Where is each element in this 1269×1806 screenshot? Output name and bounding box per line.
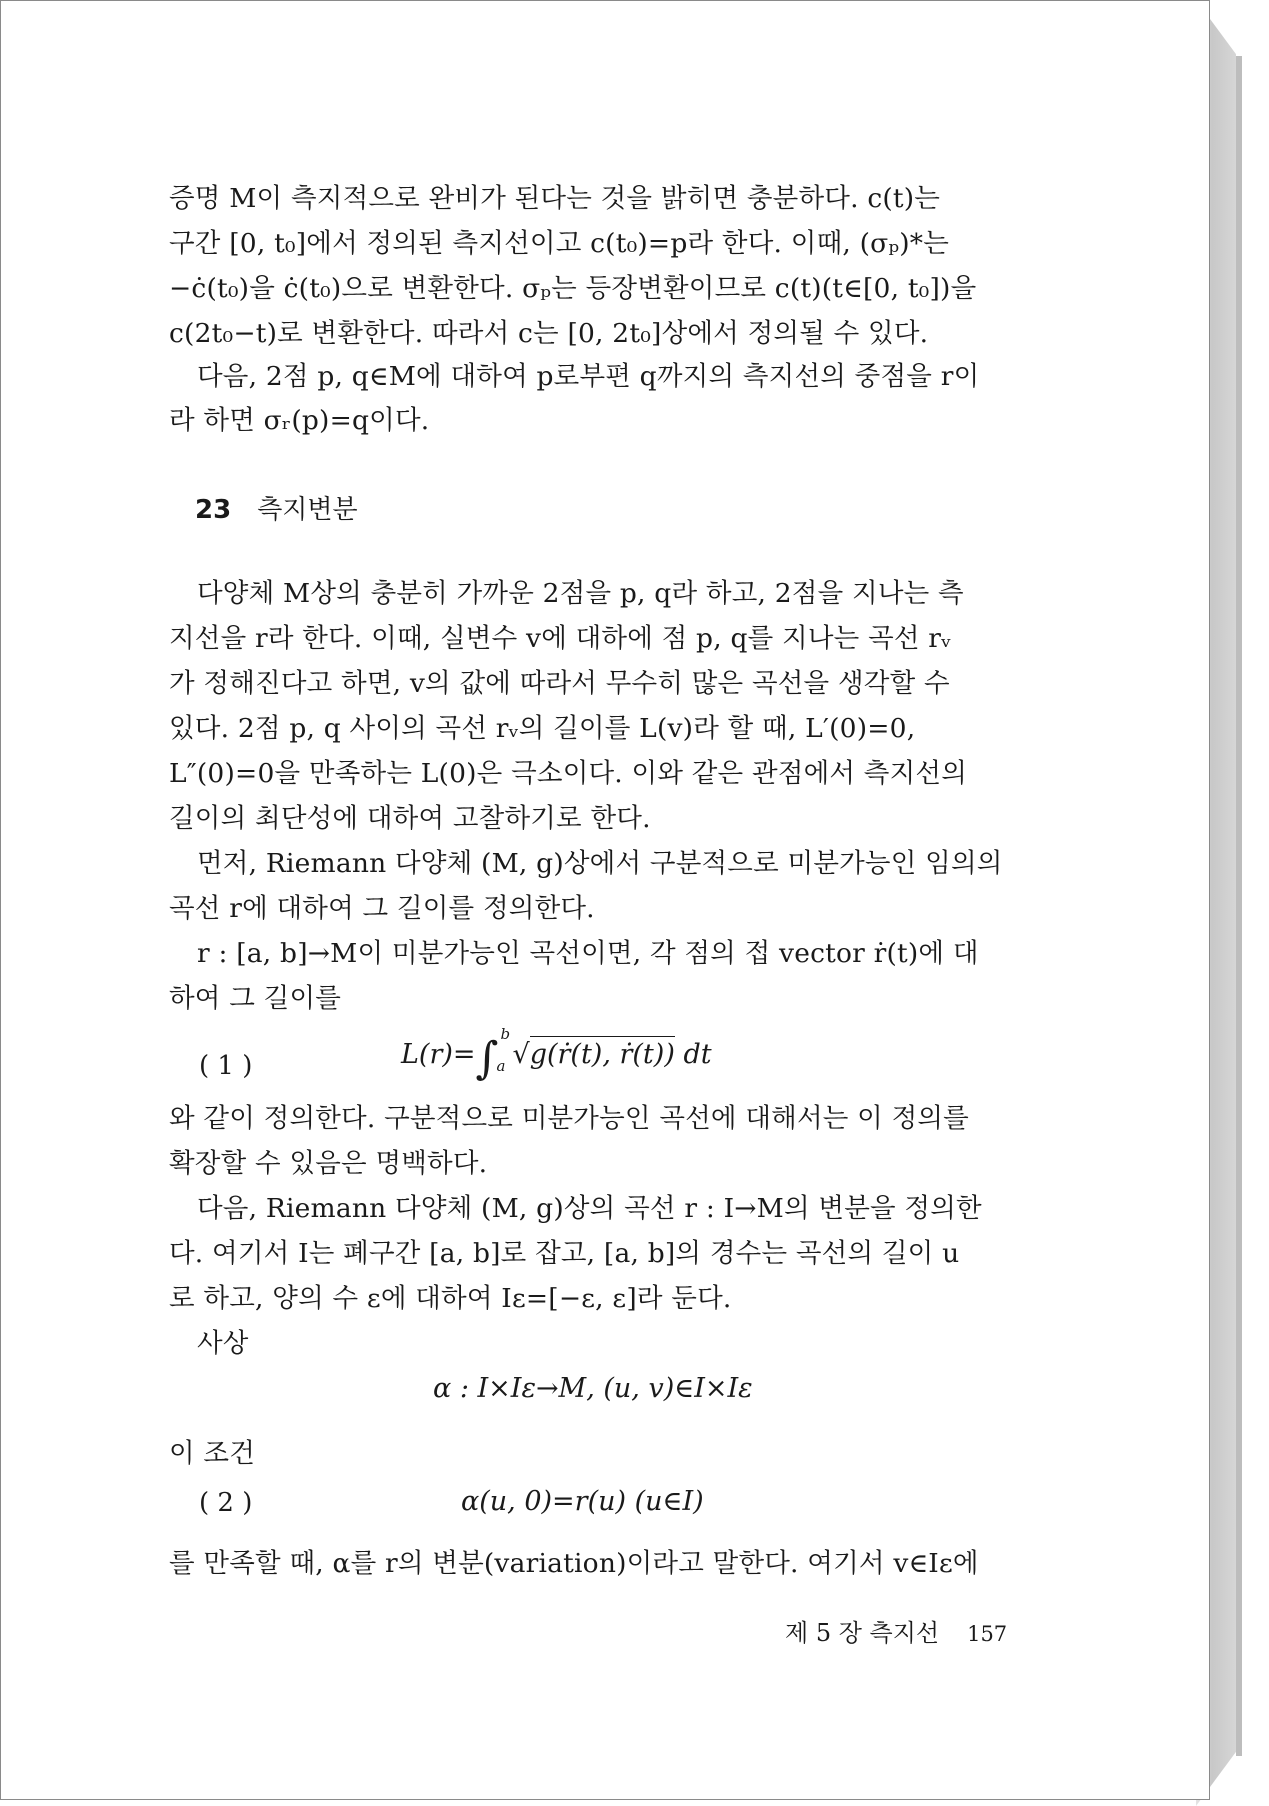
page-footer bbox=[785, 1613, 1007, 1648]
equation-radicand: g(ṙ(t), ṙ(t)) bbox=[530, 1036, 675, 1070]
text-line: 다음, Riemann 다양체 (M, g)상의 곡선 r : I→M의 변분을 정의한 bbox=[197, 1193, 982, 1224]
text-line: −ċ(t₀)을 ċ(t₀)으로 변환한다. σₚ는 등장변환이므로 c(t)(t∈[0, t₀])을 bbox=[169, 273, 977, 304]
integral-lower-limit: a bbox=[496, 1057, 506, 1075]
text-line: 와 같이 정의한다. 구분적으로 미분가능인 곡선에 대해서는 이 정의를 bbox=[169, 1103, 969, 1134]
book-page-edge-shadow bbox=[1236, 56, 1242, 1756]
equation-number: ( 2 ) bbox=[199, 1488, 253, 1518]
page-number: 157 bbox=[967, 1622, 1008, 1646]
text-line: c(2t₀−t)로 변환한다. 따라서 c는 [0, 2t₀]상에서 정의될 수 있다. bbox=[169, 318, 929, 349]
text-line: 라 하면 σᵣ(p)=q이다. bbox=[169, 405, 430, 436]
section-title: 측지변분 bbox=[257, 495, 358, 525]
integral-upper-limit: b bbox=[500, 1025, 511, 1043]
equation-map: α : I×Iε→M, (u, v)∈I×Iε bbox=[433, 1373, 753, 1404]
text-line: 구간 [0, t₀]에서 정의된 측지선이고 c(t₀)=p라 한다. 이때, (σₚ)*는 bbox=[169, 228, 950, 259]
text-line: 다. 여기서 I는 폐구간 [a, b]로 잡고, [a, b]의 경수는 곡선의 길이 u bbox=[169, 1238, 960, 1269]
text-line: 를 만족할 때, α를 r의 변분(variation)이라고 말한다. 여기서 v∈Iε에 bbox=[169, 1548, 979, 1579]
equation-number: ( 1 ) bbox=[199, 1051, 253, 1081]
section-number: 23 bbox=[195, 495, 232, 525]
text-line: 먼저, Riemann 다양체 (M, g)상에서 구분적으로 미분가능인 임의의 bbox=[197, 848, 1003, 879]
text-line: 사상 bbox=[197, 1328, 249, 1359]
text-line: 로 하고, 양의 수 ε에 대하여 Iε=[−ε, ε]라 둔다. bbox=[169, 1283, 732, 1314]
text-line: 확장할 수 있음은 명백하다. bbox=[169, 1148, 488, 1179]
equation-condition: α(u, 0)=r(u) (u∈I) bbox=[461, 1486, 704, 1517]
text-line: 하여 그 길이를 bbox=[169, 983, 342, 1014]
integral-sign: ∫ bbox=[475, 1033, 499, 1084]
text-line: 이 조건 bbox=[169, 1438, 256, 1469]
text-line: 있다. 2점 p, q 사이의 곡선 rᵥ의 길이를 L(v)라 할 때, L′(0)=0, bbox=[169, 713, 916, 744]
text-line: 곡선 r에 대하여 그 길이를 정의한다. bbox=[169, 893, 595, 924]
equation-length bbox=[401, 1025, 712, 1084]
text-line: 지선을 r라 한다. 이때, 실변수 v에 대하에 점 p, q를 지나는 곡선 rᵥ bbox=[169, 623, 952, 654]
text-line: 다음, 2점 p, q∈M에 대하여 p로부편 q까지의 측지선의 중점을 r이 bbox=[197, 361, 980, 392]
text-line: 길이의 최단성에 대하여 고찰하기로 한다. bbox=[169, 803, 651, 834]
sqrt-sign: √ bbox=[512, 1039, 530, 1070]
equation-lhs: L(r)= bbox=[401, 1039, 476, 1070]
text-line: 가 정해진다고 하면, v의 값에 따라서 무수히 많은 곡선을 생각할 수 bbox=[169, 668, 950, 699]
text-line: L″(0)=0을 만족하는 L(0)은 극소이다. 이와 같은 관점에서 측지선의 bbox=[169, 758, 967, 789]
text-line: r : [a, b]→M이 미분가능인 곡선이면, 각 점의 접 vector ṙ(t)에 대 bbox=[197, 938, 979, 969]
section-heading bbox=[195, 489, 358, 526]
chapter-title: 제 5 장 측지선 bbox=[785, 1619, 940, 1647]
text-line: 다양체 M상의 충분히 가까운 2점을 p, q라 하고, 2점을 지나는 측 bbox=[197, 578, 964, 609]
equation-differential: dt bbox=[674, 1039, 712, 1070]
text-line: 증명 M이 측지적으로 완비가 된다는 것을 밝히면 충분하다. c(t)는 bbox=[169, 183, 941, 214]
